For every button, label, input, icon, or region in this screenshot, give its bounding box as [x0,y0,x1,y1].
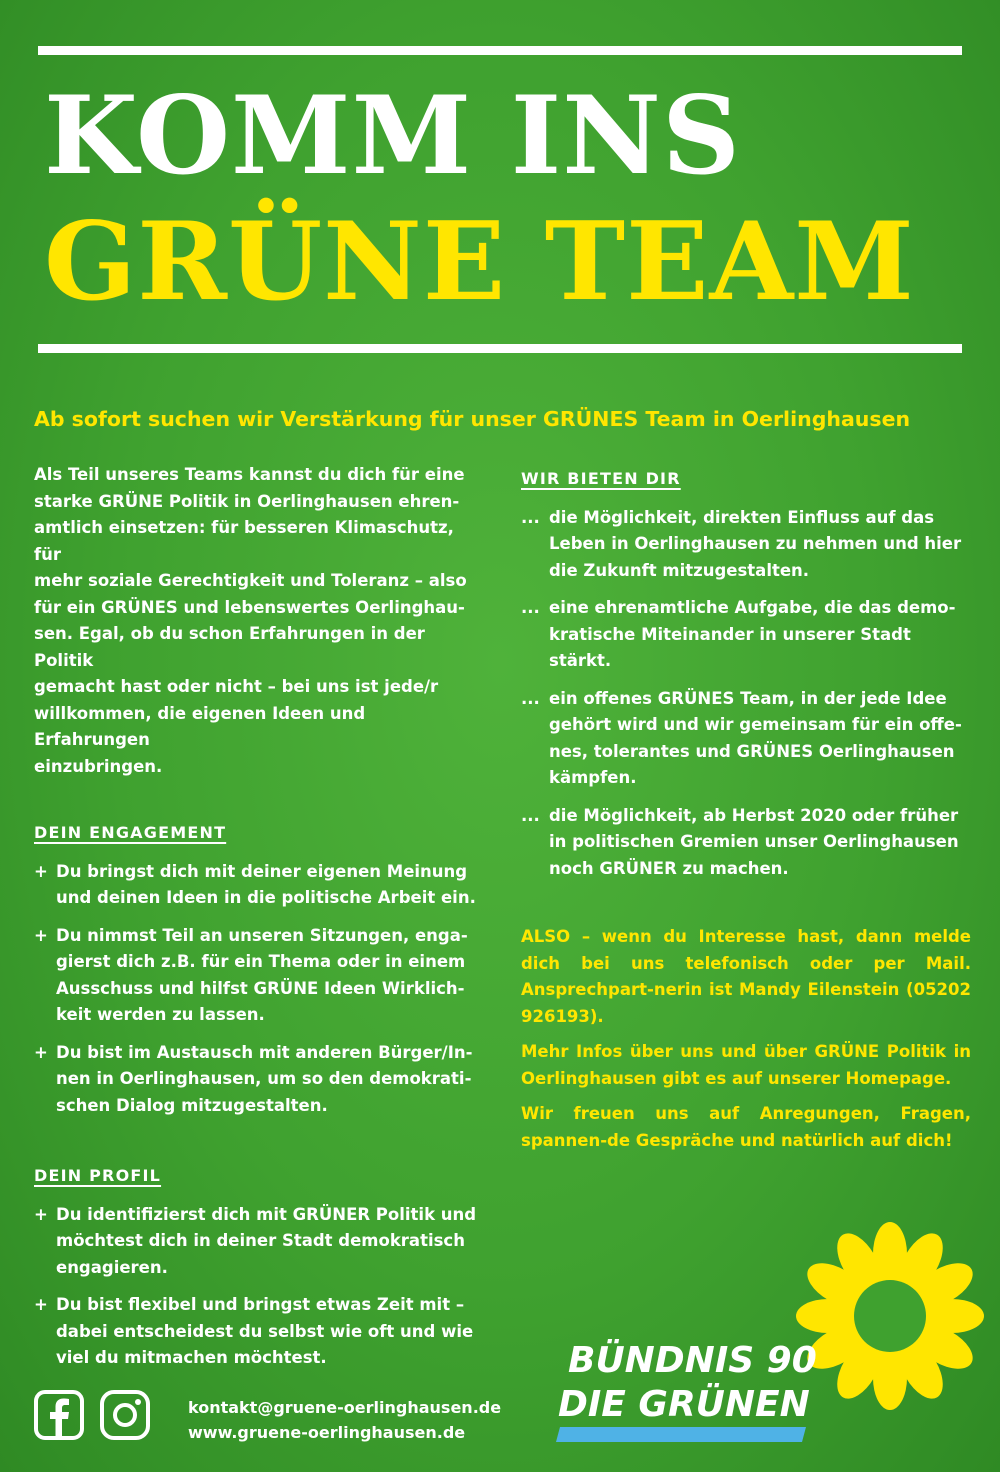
ellipsis-marker: ... [521,688,540,708]
list-item: ... die Möglichkeit, ab Herbst 2020 oder früher in politischen Gremien unser Oerlinghausen noch GRÜNER zu machen. [521,803,971,883]
plus-marker: + [34,1204,48,1224]
profil-title: DEIN PROFIL [34,1166,162,1185]
closing-paragraph: Wir freuen uns auf Anregungen, Fragen, spannen-de Gespräche und natürlich auf dich! [521,1104,971,1150]
intro-text [34,462,484,780]
list-item: + Du identifizierst dich mit GRÜNER Politik und möchtest dich in deiner Stadt demokratisch engagieren. [34,1202,484,1282]
bottom-rule [38,344,962,353]
email-link[interactable]: kontakt@gruene-oerlinghausen.de [188,1398,502,1417]
sunflower-icon [796,1222,984,1410]
headline-line-2: GRÜNE TEAM [44,199,915,325]
intro-line: starke GRÜNE Politik in Oerlinghausen ehren- [34,491,460,511]
profil-list [34,1202,484,1372]
intro-line: Als Teil unseres Teams kannst du dich für eine [34,465,465,484]
list-item: ... eine ehrenamtliche Aufgabe, die das demo- kratische Miteinander in unserer Stadt stärkt. [521,595,971,675]
left-column [34,462,484,1383]
plus-marker: + [34,925,48,945]
list-item: ... die Möglichkeit, direkten Einfluss auf das Leben in Oerlinghausen zu nehmen und hier die Zukunft mitzugestalten. [521,505,971,585]
engagement-title: DEIN ENGAGEMENT [34,823,227,842]
plus-marker: + [34,1042,48,1062]
offer-title: WIR BIETEN DIR [521,469,681,488]
website-link[interactable]: www.gruene-oerlinghausen.de [188,1423,466,1442]
list-item: + Du bringst dich mit deiner eigenen Meinung und deinen Ideen in die politische Arbeit ein. [34,859,484,912]
intro-line: mehr soziale Gerechtigkeit und Toleranz – also [34,571,467,590]
logo-line-1: BÜNDNIS 90 [568,1340,817,1381]
ellipsis-marker: ... [521,507,540,527]
contact-paragraph: ALSO – wenn du Interesse hast, dann melde dich bei uns telefonisch oder per Mail. Ansprechpart-nerin ist Mandy Eilenstein (05202 926193). [521,927,971,1026]
list-item: + Du bist im Austausch mit anderen Bürger/In- nen in Oerlinghausen, um so den demokrati- schen Dialog mitzugestalten. [34,1040,484,1120]
list-item: ... ein offenes GRÜNES Team, in der jede Idee gehört wird und wir gemeinsam für ein offe- nes, tolerantes und GRÜNES Oerlinghausen kämpfen. [521,686,971,792]
ellipsis-marker: ... [521,805,540,825]
intro-line: sen. Egal, ob du schon Erfahrungen in der Politik [34,624,425,670]
facebook-icon[interactable] [34,1390,84,1440]
logo-blue-bar [556,1427,806,1442]
engagement-list [34,859,484,1120]
intro-line: für ein GRÜNES und lebenswertes Oerlinghau- [34,597,465,617]
party-logo [548,1220,988,1450]
intro-line: willkommen, die eigenen Ideen und Erfahrungen [34,703,366,749]
instagram-icon[interactable] [100,1390,150,1440]
logo-line-2: DIE GRÜNEN [558,1384,810,1425]
right-column [521,466,971,1163]
list-item: + Du nimmst Teil an unseren Sitzungen, enga- gierst dich z.B. für ein Thema oder in einem Ausschuss und hilfst GRÜNE Ideen Wirklich- keit werden zu lassen. [34,923,484,1029]
plus-marker: + [34,861,48,881]
footer-links [188,1395,501,1445]
intro-line: amtlich einsetzen: für besseren Klimaschutz, für [34,518,454,564]
intro-line: einzubringen. [34,756,163,776]
top-rule [38,46,962,55]
plus-marker: + [34,1295,48,1314]
info-paragraph: Mehr Infos über uns und über GRÜNE Politik in Oerlinghausen gibt es auf unserer Homepage. [521,1042,971,1088]
offer-list [521,505,971,883]
list-item: + Du bist flexibel und bringst etwas Zeit mit – dabei entscheidest du selbst wie oft und wie viel du mitmachen möchtest. [34,1292,484,1372]
ellipsis-marker: ... [521,598,540,617]
intro-line: gemacht hast oder nicht – bei uns ist jede/r [34,677,439,696]
contact-block [521,924,971,1154]
headline-line-1: KOMM INS [44,73,741,199]
lead-text: Ab sofort suchen wir Verstärkung für unser GRÜNES Team in Oerlinghausen [34,407,911,431]
